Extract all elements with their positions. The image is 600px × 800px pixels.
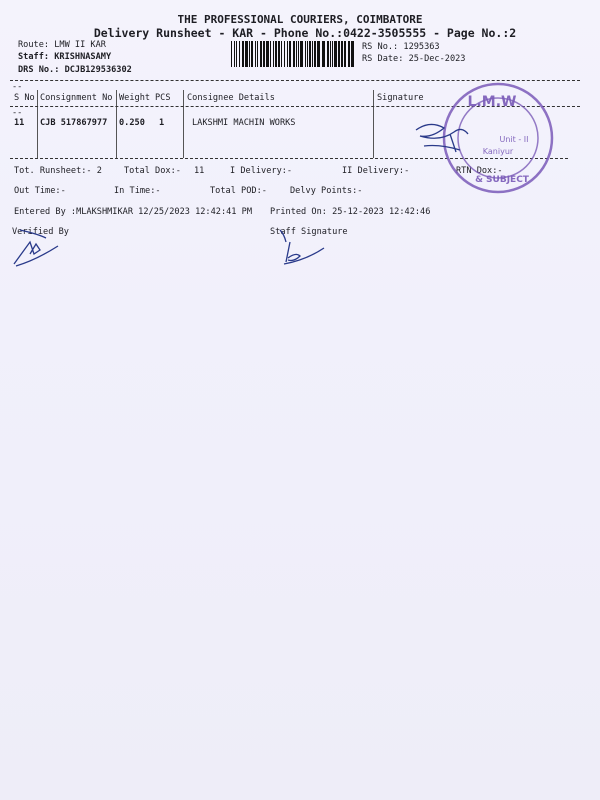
barcode-bar [305,41,306,67]
in-time: In Time:- [114,186,161,196]
stamp-bottom-text: & SUBJECT [475,175,529,185]
col-header-consignee: Consignee Details [187,93,275,103]
barcode-bar [312,41,313,67]
barcode-bar [284,41,285,67]
barcode-bar [270,41,271,67]
barcode-bar [314,41,316,67]
col-divider [183,90,184,158]
stamp-place-text: Kaniyur [482,147,514,156]
barcode-bar [255,41,256,67]
barcode-bar [332,41,333,67]
barcode-bar [334,41,337,67]
barcode-bar [309,41,311,67]
col-divider [37,90,38,158]
barcode-bar [317,41,320,67]
second-delivery: II Delivery:- [342,166,410,176]
col-divider [373,90,374,158]
barcode-bar [348,41,350,67]
col-header-signature: Signature [377,93,424,103]
barcode-bar [245,41,248,67]
barcode-bar [242,41,244,67]
barcode-bar [239,41,240,67]
total-dox-label: Total Dox:- [124,166,181,176]
barcode-bar [344,41,346,67]
barcode-bar [296,41,297,67]
table-marker-row: -- [12,108,23,118]
barcode-bar [307,41,308,67]
barcode-bar [266,41,269,67]
barcode-bar [263,41,265,67]
cell-pcs: 1 [159,118,165,128]
barcode-bar [281,41,282,67]
printed-on: Printed On: 25-12-2023 12:42:46 [270,207,431,217]
route-label: Route: LMW II KAR [18,40,106,50]
rtn-dox: RTN Dox:- [456,166,503,176]
barcode-bar [257,41,258,67]
drs-number: DRS No.: DCJB129536302 [18,65,132,75]
first-delivery: I Delivery:- [230,166,293,176]
barcode-bar [278,41,280,67]
barcode-bar [330,41,331,67]
barcode-bar [351,41,354,67]
barcode-bar [338,41,340,67]
barcode-bar [327,41,329,67]
company-name: THE PROFESSIONAL COURIERS, COIMBATORE [177,13,423,26]
runsheet-title: Delivery Runsheet - KAR - Phone No.:0422-3505555 - Page No.:2 [93,26,517,40]
barcode-bar [251,41,253,67]
staff-signature-mark [278,228,338,268]
col-header-sno: S No [14,93,35,103]
total-dox-value: 11 [194,166,205,176]
receiver-signature-mark [410,116,480,160]
stamp-top-text: L.M.W [467,94,517,110]
barcode-bar [260,41,262,67]
cell-sno: 11 [14,118,25,128]
verified-by-label: Verified By [12,227,69,237]
col-header-pcs: PCS [155,93,171,103]
barcode-bar [249,41,250,67]
barcode-bar [234,41,235,67]
staff-label: Staff: KRISHNASAMY [18,52,112,62]
barcode-image [231,41,355,67]
total-runsheet: Tot. Runsheet:- 2 [14,166,102,176]
cell-consignee: LAKSHMI MACHIN WORKS [192,118,296,128]
col-divider [116,90,117,158]
cell-consignment: CJB 517867977 [40,118,108,128]
table-marker-top: -- [12,82,23,92]
col-header-consignment: Consignment No [40,93,113,103]
barcode-bar [322,41,325,67]
barcode-bar [236,41,237,67]
barcode-bar [287,41,288,67]
rs-date: RS Date: 25-Dec-2023 [362,54,466,64]
barcode-bar [341,41,343,67]
entered-by: Entered By :MLAKSHMIKAR 12/25/2023 12:42:41 PM [14,207,252,217]
rs-number: RS No.: 1295363 [362,42,440,52]
cell-weight: 0.250 [119,118,145,128]
barcode-bar [275,41,277,67]
out-time: Out Time:- [14,186,66,196]
barcode-bar [231,41,232,67]
barcode-bar [273,41,274,67]
total-pod: Total POD:- [210,186,267,196]
delvy-points: Delvy Points:- [290,186,363,196]
barcode-bar [298,41,299,67]
verified-signature-mark [10,224,70,270]
barcode-bar [289,41,291,67]
col-header-weight: Weight [119,93,151,103]
stamp-mid-text: Unit - II [499,135,529,144]
barcode-bar [300,41,303,67]
barcode-bar [293,41,295,67]
staff-signature-label: Staff Signature [270,227,348,237]
